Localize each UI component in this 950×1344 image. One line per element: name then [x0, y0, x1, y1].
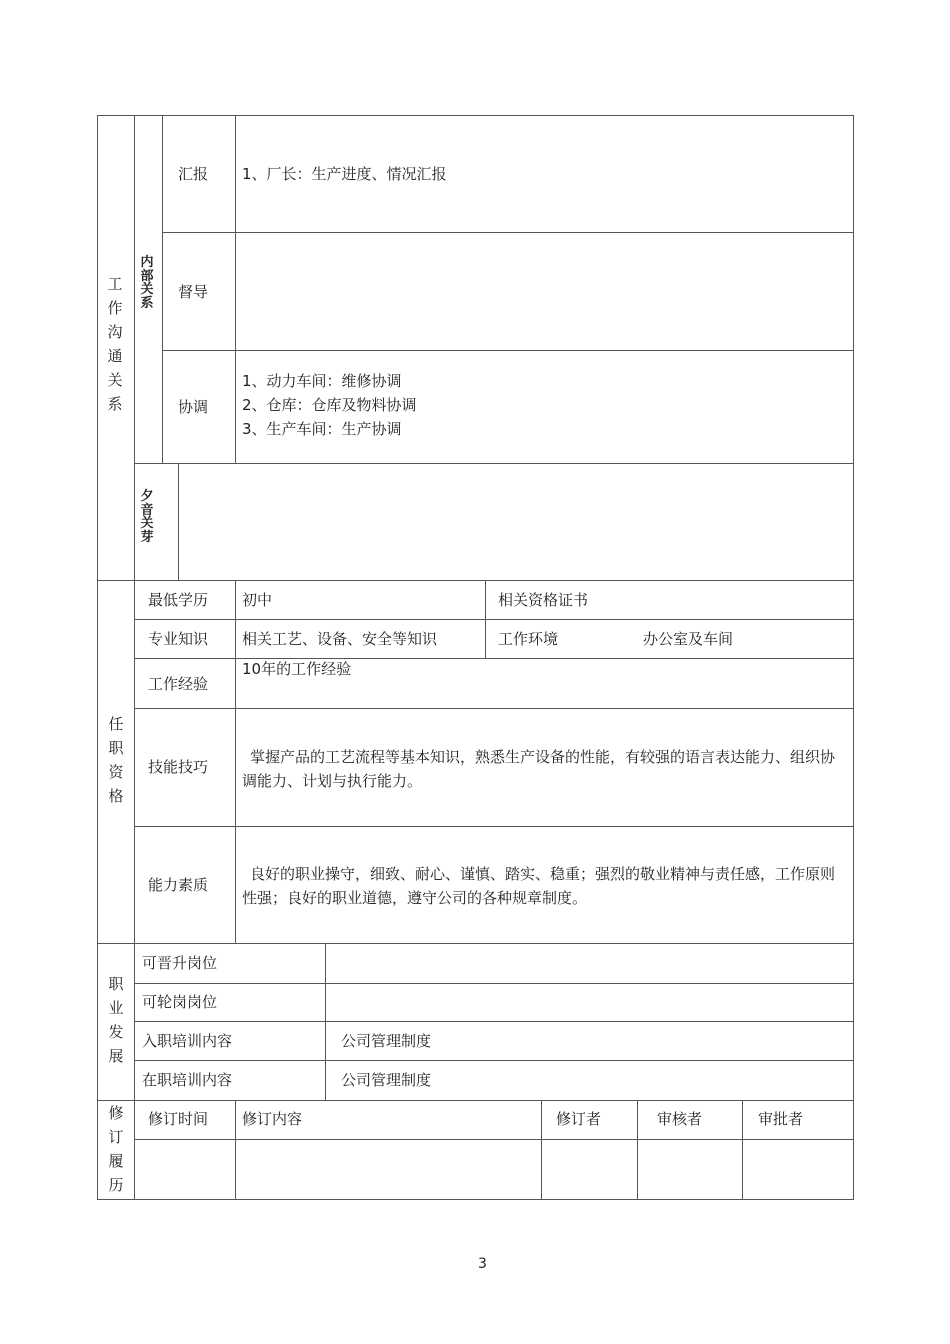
report-label: 汇报	[178, 165, 209, 183]
vertical-char: 通	[107, 347, 123, 365]
section-label-internal	[137, 256, 157, 311]
certificate-label: 相关资格证书	[498, 591, 589, 609]
onjob-value: 公司管理制度	[341, 1071, 432, 1089]
vertical-char: 系	[107, 395, 123, 413]
skills-value: 掌握产品的工艺流程等基本知识，熟悉生产设备的性能，有较强的语言表达能力、组织协调能力、计划与执行能力。	[242, 748, 836, 790]
coordinate-line-2: 2、仓库：仓库及物料协调	[242, 396, 417, 414]
vertical-char: 任	[108, 715, 124, 733]
vertical-char: 系	[140, 295, 154, 311]
onjob-label: 在职培训内容	[142, 1071, 233, 1089]
ability-value: 良好的职业操守，细致、耐心、谨慎、踏实、稳重；强烈的敬业精神与责任感，工作原则性强；良好的职业道德，遵守公司的各种规章制度。	[242, 865, 836, 907]
vertical-char: 格	[108, 787, 124, 805]
knowledge-label: 专业知识	[148, 630, 209, 648]
vertical-char: 修	[108, 1104, 124, 1122]
page-number: 3	[478, 1256, 487, 1272]
vertical-char: 职	[108, 739, 124, 757]
experience-value: 10年的工作经验	[242, 660, 352, 678]
ability-label: 能力素质	[148, 876, 209, 894]
onboarding-value: 公司管理制度	[341, 1032, 432, 1050]
approver-header: 审批者	[758, 1110, 804, 1128]
report-line-1: 1、厂长：生产进度、情况汇报	[242, 165, 447, 183]
vertical-char: 工	[107, 275, 123, 293]
supervise-label: 督导	[178, 283, 209, 301]
onboarding-label: 入职培训内容	[142, 1032, 233, 1050]
knowledge-value: 相关工艺、设备、安全等知识	[242, 630, 438, 648]
education-label: 最低学历	[148, 591, 209, 609]
vertical-char: 发	[108, 1023, 124, 1041]
coordinate-line-1: 1、动力车间：维修协调	[242, 372, 402, 390]
reviewer-header: 审核者	[657, 1110, 703, 1128]
vertical-char: 音	[140, 502, 154, 518]
vertical-char: 资	[108, 763, 124, 781]
skills-label: 技能技巧	[148, 758, 209, 776]
section-label-external	[137, 490, 157, 545]
vertical-char: 沟	[107, 323, 123, 341]
promotion-label: 可晋升岗位	[142, 954, 218, 972]
environment-label: 工作环境	[498, 630, 559, 648]
section-label-career	[105, 977, 127, 1073]
revision-time-header: 修订时间	[148, 1110, 209, 1128]
rotation-label: 可轮岗岗位	[142, 993, 218, 1011]
experience-label: 工作经验	[148, 675, 209, 693]
coordinate-label: 协调	[178, 398, 209, 416]
vertical-char: 关	[140, 282, 154, 298]
reviser-header: 修订者	[556, 1110, 602, 1128]
vertical-char: 关	[140, 516, 154, 532]
revision-content-header: 修订内容	[242, 1110, 303, 1128]
vertical-char: 作	[107, 299, 123, 317]
section-label-revision	[105, 1106, 127, 1202]
section-label-qualification	[105, 717, 127, 813]
coordinate-line-3: 3、生产车间：生产协调	[242, 420, 402, 438]
environment-value: 办公室及车间	[643, 630, 734, 648]
vertical-char: 订	[108, 1128, 124, 1146]
vertical-char: 展	[108, 1047, 124, 1065]
vertical-char: 内	[140, 255, 154, 270]
vertical-char: 夕	[140, 489, 154, 504]
vertical-char: 履	[108, 1152, 124, 1170]
vertical-char: 部	[140, 268, 154, 284]
section-label-communication	[104, 277, 126, 421]
vertical-char: 历	[108, 1176, 124, 1194]
vertical-char: 职	[108, 975, 124, 993]
vertical-char: 业	[108, 999, 124, 1017]
vertical-char: 芽	[140, 529, 154, 545]
vertical-char: 关	[107, 371, 123, 389]
education-value: 初中	[242, 591, 273, 609]
